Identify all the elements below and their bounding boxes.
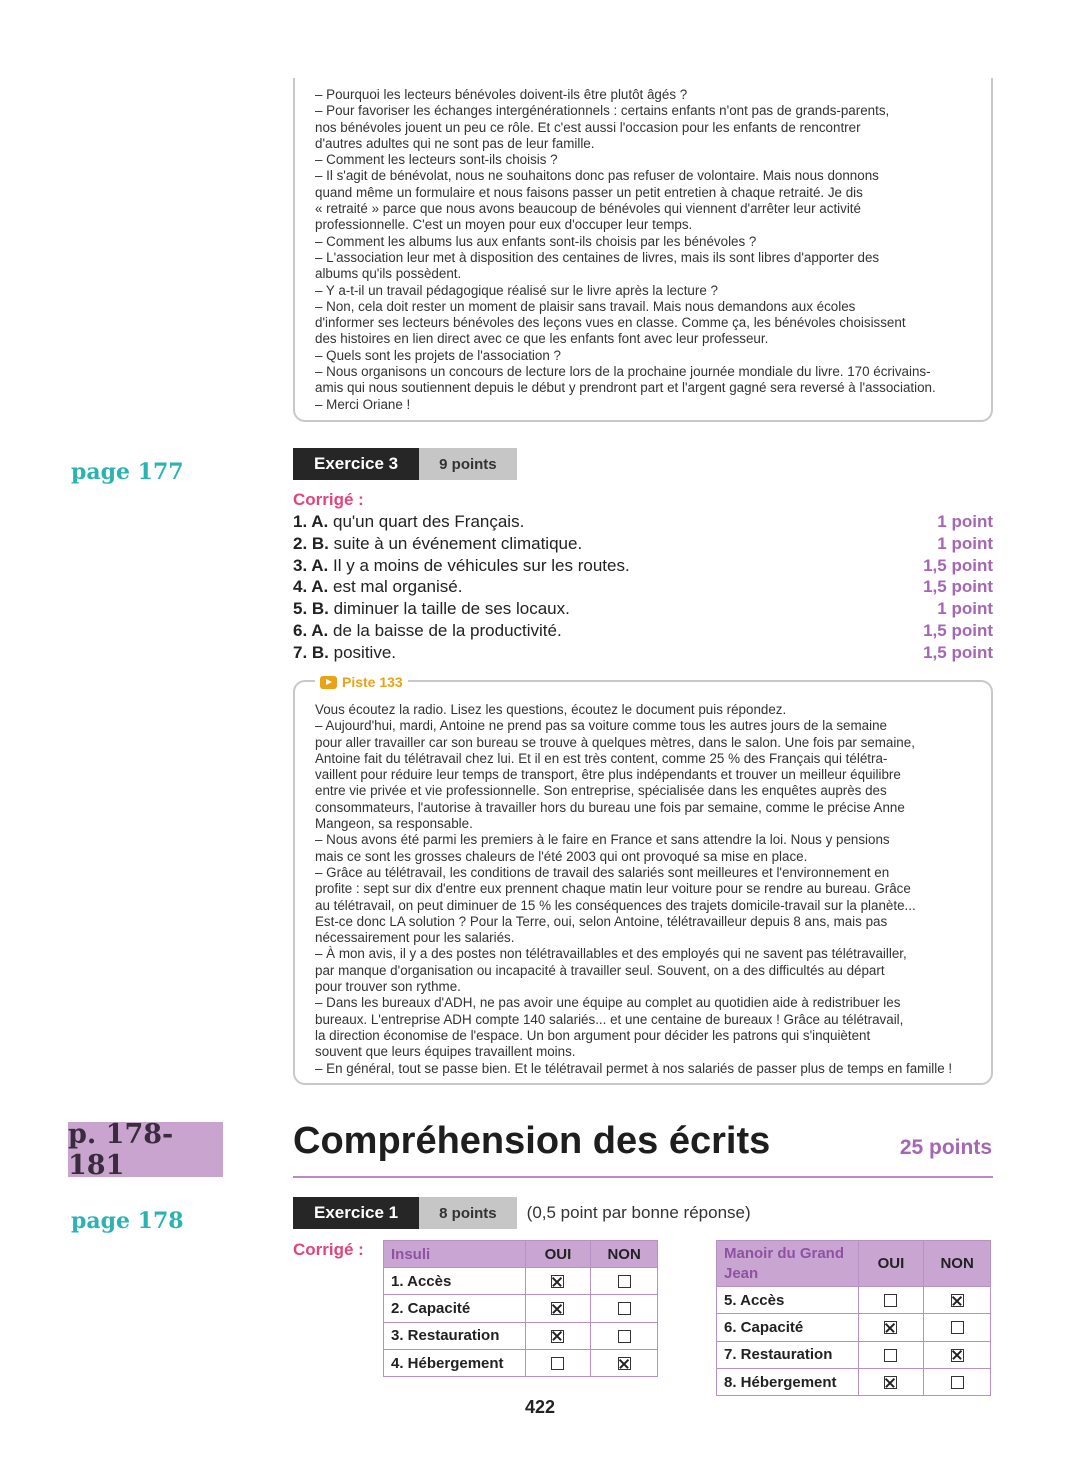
transcript-line: amis qui nous soutiennent depuis le début y prendront part et l'argent gagné sera reversé à l'association. <box>315 380 936 396</box>
transcript-line: profite : sept sur dix d'entre eux prennent chaque matin leur voiture pour se rendre au bureau. Grâce <box>315 881 911 897</box>
checkbox-checked <box>551 1302 564 1315</box>
checkbox-checked <box>951 1294 964 1307</box>
checkbox-empty <box>618 1275 631 1288</box>
transcript-line: des histoires en lien direct avec ce que les enfants font avec leur professeur. <box>315 331 769 347</box>
page-range-label: p. 178-181 <box>68 1122 223 1177</box>
transcript-line: quand même un formulaire et nous faisons passer un petit entretien à chaque retraité. Je dis <box>315 184 863 200</box>
transcript-line: d'informer ses lecteurs bénévoles des leçons vues en classe. Comme ça, les bénévoles choisissent <box>315 315 906 331</box>
exercise-3-points: 9 points <box>419 448 517 480</box>
page-number: 422 <box>524 1397 556 1417</box>
answer-row <box>293 511 993 533</box>
transcript-line: nos bénévoles jouent un peu ce rôle. Et c'est aussi l'occasion pour les enfants de rencontrer <box>315 119 861 135</box>
column-oui: OUI <box>858 1241 924 1287</box>
row-label: 5. Accès <box>717 1287 859 1314</box>
answer-text: diminuer la taille de ses locaux. <box>328 599 570 619</box>
table-row <box>717 1341 991 1368</box>
exercise-1-points: 8 points <box>419 1197 517 1229</box>
track-transcript-box <box>293 674 993 1085</box>
column-non: NON <box>591 1241 658 1268</box>
transcript-line: nécessairement pour les salariés. <box>315 930 515 946</box>
answer-number: 1. A. <box>293 512 329 531</box>
answer-number: 4. A. <box>293 577 329 597</box>
answer-points: 1 point <box>937 512 993 531</box>
exercise-1-note: (0,5 point par bonne réponse) <box>526 1203 751 1222</box>
transcript-line: Antoine fait du télétravail chez lui. Et il en est très content, comme 25 % des Français qui télétra- <box>315 750 888 766</box>
transcript-line: – Nous organisons un concours de lecture lors de la prochaine journée mondiale du livre. 170 écrivains- <box>315 364 931 380</box>
transcript-line: Vous écoutez la radio. Lisez les questions, écoutez le document puis répondez. <box>315 702 787 717</box>
transcript-line: la direction économise de l'espace. Un bon argument pour décider les patrons qui s'inquiètent <box>315 1027 871 1043</box>
answer-number: 3. A. <box>293 555 329 575</box>
table-row <box>384 1268 658 1295</box>
exercise-1-header <box>293 1197 751 1229</box>
table-insuli <box>383 1240 658 1377</box>
answer-row <box>293 533 993 555</box>
answer-row <box>293 576 993 598</box>
transcript-line: – Quels sont les projets de l'association ? <box>315 347 561 363</box>
transcript-line: – Merci Oriane ! <box>315 396 411 412</box>
checkbox-empty <box>884 1349 897 1362</box>
checkbox-empty <box>951 1321 964 1334</box>
transcript-line: – Grâce au télétravail, les conditions de travail des salariés sont meilleures et l'environnement en <box>315 864 890 880</box>
row-label: 4. Hébergement <box>384 1349 526 1376</box>
exercise-1-corrige-label: Corrigé : <box>293 1240 364 1259</box>
answer-points: 1,5 point <box>923 642 993 662</box>
answer-points: 1 point <box>937 599 993 619</box>
answer-text: est mal organisé. <box>328 577 463 597</box>
transcript-line: Mangeon, sa responsable. <box>315 816 473 832</box>
top-transcript-box <box>293 78 993 422</box>
table-row <box>717 1287 991 1314</box>
table-row <box>384 1295 658 1322</box>
transcript-line: – Comment les lecteurs sont-ils choisis ? <box>315 152 558 168</box>
transcript-line: – Non, cela doit rester un moment de plaisir sans travail. Mais nous demandons aux écoles <box>315 298 856 314</box>
transcript-line: « retraité » parce que nous avons beaucoup de bénévoles qui viennent d'arrêter leur activité <box>315 201 861 217</box>
transcript-line: consommateurs, l'autorise à travailler hors du bureau une fois par semaine, comme le précise Anne <box>315 799 905 815</box>
table-row <box>717 1314 991 1341</box>
table-row <box>717 1368 991 1395</box>
checkbox-checked <box>551 1275 564 1288</box>
exercise-3-title: Exercice 3 <box>293 448 419 480</box>
transcript-line: mais ce sont les grosses chaleurs de l'été 2003 qui ont provoqué sa mise en place. <box>315 848 808 864</box>
checkbox-empty <box>551 1357 564 1370</box>
checkbox-checked <box>951 1349 964 1362</box>
transcript-line: pour trouver son rythme. <box>315 979 461 995</box>
play-icon[interactable] <box>320 676 337 689</box>
row-label: 2. Capacité <box>384 1295 526 1322</box>
transcript-line: – Dans les bureaux d'ADH, ne pas avoir une équipe au complet au quotidien aide à redistribuer les <box>315 995 901 1011</box>
answer-points: 1,5 point <box>923 555 993 575</box>
checkbox-checked <box>551 1330 564 1343</box>
checkbox-empty <box>951 1376 964 1389</box>
checkbox-empty <box>884 1294 897 1307</box>
exercise-1-title: Exercice 1 <box>293 1197 419 1229</box>
exercise-3-header <box>293 448 517 480</box>
answer-points: 1,5 point <box>923 577 993 597</box>
checkbox-checked <box>618 1357 631 1370</box>
transcript-line: – Pourquoi les lecteurs bénévoles doivent-ils être plutôt âgés ? <box>315 87 688 102</box>
transcript-line: – Il s'agit de bénévolat, nous ne souhaitons donc pas refuser de volontaire. Mais nous donnons <box>315 168 879 184</box>
answer-points: 1 point <box>937 533 993 553</box>
page-reference-177: page 177 <box>71 459 184 485</box>
column-non: NON <box>924 1241 991 1287</box>
track-label-text: Piste 133 <box>342 674 403 690</box>
transcript-line: entre vie privée et vie professionnelle. Son entreprise, spécialisée dans les enquêtes auprès des <box>315 783 887 799</box>
transcript-line: bureaux. L'entreprise ADH compte 140 salariés... et une centaine de bureaux ! Grâce au télétravail, <box>315 1011 904 1027</box>
answer-number: 5. B. <box>293 599 329 619</box>
table-row <box>384 1349 658 1376</box>
answer-row <box>293 642 993 664</box>
row-label: 8. Hébergement <box>717 1368 859 1395</box>
table-row <box>384 1322 658 1349</box>
page-reference-178: page 178 <box>71 1208 184 1234</box>
transcript-line: par manque d'organisation ou incapacité à travailler seul. Souvent, on a des difficultés au départ <box>315 962 885 978</box>
answer-text: de la baisse de la productivité. <box>328 620 562 640</box>
transcript-line: vaillent pour réduire leur temps de transport, être plus indépendants et trouver un meilleur équilibre <box>315 767 901 783</box>
answer-points: 1,5 point <box>923 620 993 640</box>
transcript-line: souvent que leurs équipes travaillent moins. <box>315 1044 576 1060</box>
section-divider <box>293 1176 993 1178</box>
checkbox-checked <box>884 1376 897 1389</box>
transcript-line: Est-ce donc LA solution ? Pour la Terre, oui, selon Antoine, télétravailleur depuis 8 ans, mais pas <box>315 913 888 929</box>
transcript-line: d'autres adultes qui ne sont pas de leur famille. <box>315 135 595 151</box>
answer-row <box>293 555 993 577</box>
answer-row <box>293 620 993 642</box>
transcript-line: – Comment les albums lus aux enfants sont-ils choisis par les bénévoles ? <box>315 233 757 249</box>
answer-text: positive. <box>328 642 396 662</box>
transcript-line: – Pour favoriser les échanges intergénérationnels : certains enfants n'ont pas de grands-parents, <box>315 103 890 119</box>
section-title: Compréhension des écrits <box>293 1120 771 1162</box>
checkbox-empty <box>618 1302 631 1315</box>
transcript-line: pour aller travailler car son bureau se trouve à quelques mètres, dans le salon. Une fois par semaine, <box>315 734 915 750</box>
transcript-line: – Y a-t-il un travail pédagogique réalisé sur le livre après la lecture ? <box>315 282 718 298</box>
answer-number: 7. B. <box>293 642 329 662</box>
transcript-line: professionnelle. C'est un moyen pour eux d'occuper leur temps. <box>315 217 693 233</box>
checkbox-checked <box>884 1321 897 1334</box>
transcript-line: – À mon avis, il y a des postes non télétravaillables et des employés qui ne savent pas télétravailler, <box>315 946 907 962</box>
row-label: 7. Restauration <box>717 1341 859 1368</box>
row-label: 1. Accès <box>384 1268 526 1295</box>
transcript-line: albums qu'ils possèdent. <box>315 266 462 282</box>
transcript-line: – Nous avons été parmi les premiers à le faire en France et sans attendre la loi. Nous y pensions <box>315 832 890 848</box>
answer-number: 6. A. <box>293 620 329 640</box>
transcript-line: – Aujourd'hui, mardi, Antoine ne prend pas sa voiture comme tous les autres jours de la semaine <box>315 718 887 734</box>
row-label: 6. Capacité <box>717 1314 859 1341</box>
column-oui: OUI <box>525 1241 591 1268</box>
answer-row <box>293 598 993 620</box>
row-label: 3. Restauration <box>384 1322 526 1349</box>
table-title: Insuli <box>384 1241 526 1268</box>
answer-number: 2. B. <box>293 533 329 553</box>
checkbox-empty <box>618 1330 631 1343</box>
section-points: 25 points <box>899 1136 992 1159</box>
transcript-line: – En général, tout se passe bien. Et le télétravail permet à nos salariés de passer plus de temps en famille ! <box>315 1060 953 1076</box>
transcript-line: au télétravail, on peut diminuer de 15 % les conséquences des trajets domicile-travail sur la planète... <box>315 897 916 913</box>
answer-text: Il y a moins de véhicules sur les routes. <box>328 555 630 575</box>
transcript-line: – L'association leur met à disposition des centaines de livres, mais ils sont libres d'apporter des <box>315 249 880 265</box>
exercise-3-corrige-label: Corrigé : <box>293 490 364 509</box>
exercise-3-answers <box>293 511 993 664</box>
answer-text: suite à un événement climatique. <box>328 533 583 553</box>
track-label[interactable] <box>315 674 408 690</box>
table-title: Manoir du Grand Jean <box>717 1241 859 1287</box>
table-manoir-du-grand-jean <box>716 1240 991 1396</box>
answer-text: qu'un quart des Français. <box>328 512 525 531</box>
